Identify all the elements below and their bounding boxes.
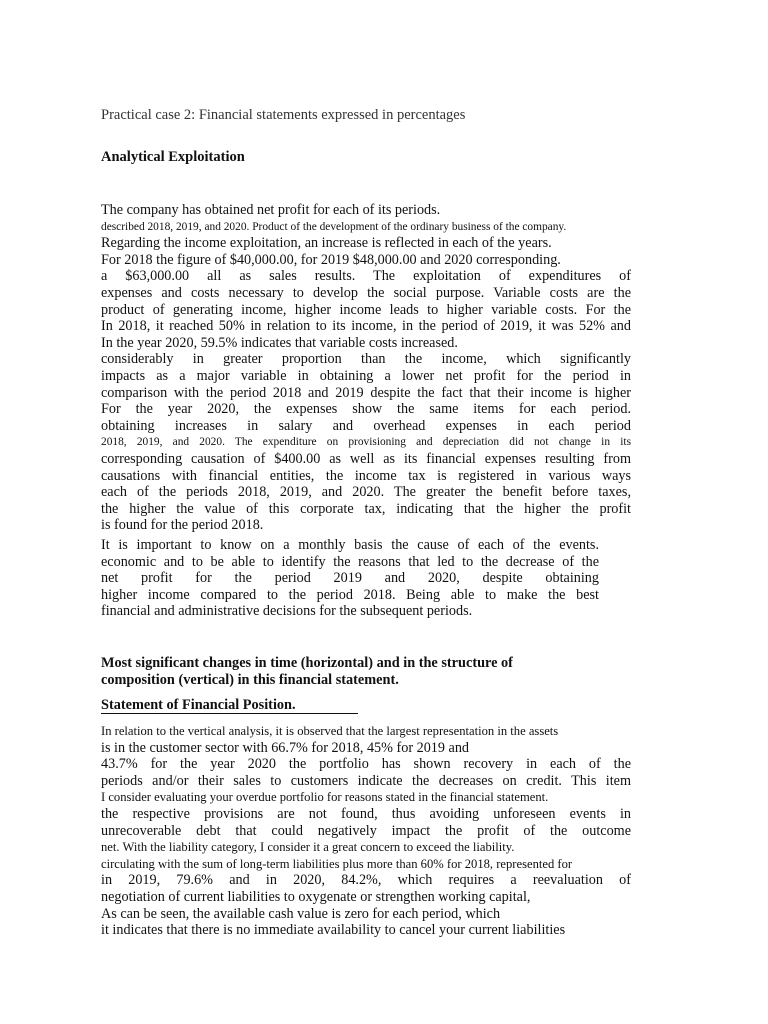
- section-heading-analytical-exploitation: Analytical Exploitation: [101, 149, 245, 165]
- text-line: the respective provisions are not found, thus avoiding unforeseen events in: [101, 805, 631, 822]
- text-line: each of the periods 2018, 2019, and 2020. The greater the benefit before taxes,: [101, 484, 631, 501]
- text-line: net profit for the period 2019 and 2020, despite obtaining: [101, 570, 599, 587]
- text-line: Regarding the income exploitation, an increase is reflected in each of the years.: [101, 235, 552, 252]
- text-line: corresponding causation of $400.00 as well as its financial expenses resulting from: [101, 450, 631, 467]
- text-line: I consider evaluating your overdue portfolio for reasons stated in the financial statement.: [101, 790, 549, 805]
- text-line: It is important to know on a monthly basis the cause of each of the events.: [101, 537, 599, 553]
- paragraph-income-analysis: [101, 202, 631, 534]
- paragraph-monthly-causes: [101, 537, 599, 620]
- text-line: unrecoverable debt that could negatively impact the profit of the outcome: [101, 822, 631, 839]
- section-heading-significant-changes: [101, 655, 621, 688]
- text-line: it indicates that there is no immediate availability to cancel your current liabilities: [101, 922, 566, 939]
- text-line: expenses and costs necessary to develop the social purpose. Variable costs are the: [101, 284, 631, 301]
- text-line: product of generating income, higher income leads to higher variable costs. For the: [101, 301, 631, 318]
- text-line: circulating with the sum of long-term liabilities plus more than 60% for 2018, represented for: [101, 856, 573, 871]
- text-line: net. With the liability category, I consider it a great concern to exceed the liability.: [101, 840, 515, 855]
- text-line: For the year 2020, the expenses show the same items for each period.: [101, 401, 631, 418]
- text-line: In the year 2020, 59.5% indicates that variable costs increased.: [101, 334, 458, 351]
- text-line: negotiation of current liabilities to oxygenate or strengthen working capital,: [101, 888, 531, 905]
- section-heading-line: Most significant changes in time (horizontal) and in the structure of: [101, 655, 513, 671]
- text-line: comparison with the period 2018 and 2019 despite the fact that their income is higher: [101, 384, 631, 401]
- text-line: In relation to the vertical analysis, it is observed that the largest representation in the assets: [101, 724, 559, 738]
- document-title: Practical case 2: Financial statements expressed in percentages: [101, 107, 466, 123]
- text-line: the higher the value of this corporate tax, indicating that the higher the profit: [101, 500, 631, 517]
- subheading-statement-financial-position: [101, 697, 358, 714]
- text-line: in 2019, 79.6% and in 2020, 84.2%, which requires a reevaluation of: [101, 872, 631, 889]
- text-line: is in the customer sector with 66.7% for 2018, 45% for 2019 and: [101, 739, 470, 756]
- subheading-text: Statement of Financial Position.: [101, 697, 296, 713]
- text-line: 2018, 2019, and 2020. The expenditure on provisioning and depreciation did not change in its: [101, 436, 631, 449]
- text-line: causations with financial entities, the income tax is registered in various ways: [101, 467, 631, 484]
- paragraph-financial-position: [101, 723, 631, 939]
- text-line: higher income compared to the period 2018. Being able to make the best: [101, 586, 599, 603]
- text-line: The company has obtained net profit for each of its periods.: [101, 202, 441, 218]
- text-line: For 2018 the figure of $40,000.00, for 2019 $48,000.00 and 2020 corresponding.: [101, 251, 561, 268]
- text-line: is found for the period 2018.: [101, 517, 264, 534]
- text-line: periods and/or their sales to customers indicate the decreases on credit. This item: [101, 772, 631, 789]
- text-line: obtaining increases in salary and overhead expenses in each period: [101, 417, 631, 434]
- text-line: 43.7% for the year 2020 the portfolio has shown recovery in each of the: [101, 756, 631, 773]
- section-heading-line: composition (vertical) in this financial statement.: [101, 671, 399, 688]
- text-line: considerably in greater proportion than the income, which significantly: [101, 351, 631, 368]
- text-line: As can be seen, the available cash value is zero for each period, which: [101, 905, 501, 922]
- text-line: described 2018, 2019, and 2020. Product of the development of the ordinary business of the company.: [101, 220, 567, 233]
- text-line: In 2018, it reached 50% in relation to its income, in the period of 2019, it was 52% and: [101, 318, 631, 335]
- text-line: a $63,000.00 all as sales results. The exploitation of expenditures of: [101, 268, 631, 285]
- text-line: impacts as a major variable in obtaining a lower net profit for the period in: [101, 367, 631, 384]
- text-line: economic and to be able to identify the reasons that led to the decrease of the: [101, 553, 599, 570]
- text-line: financial and administrative decisions for the subsequent periods.: [101, 603, 473, 620]
